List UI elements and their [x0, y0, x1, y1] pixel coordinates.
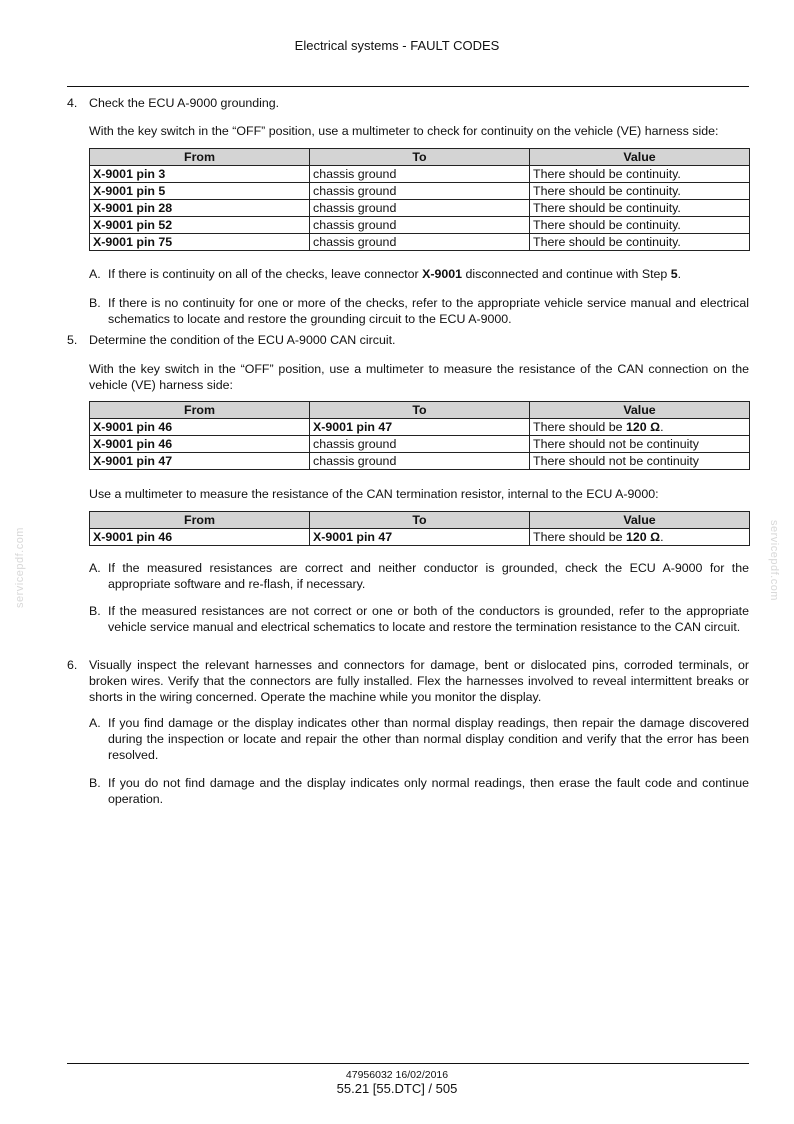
resistance-value: 120 Ω — [626, 530, 661, 544]
can-circuit-table — [89, 401, 750, 470]
cell-value: There should be continuity. — [530, 234, 750, 251]
table-header-row — [90, 149, 750, 166]
column-header: To — [310, 512, 530, 529]
step-5-mid-text: Use a multimeter to measure the resistance of the CAN termination resistor, internal to the ECU A-9000: — [89, 487, 659, 501]
value-text: There should be — [533, 530, 626, 544]
cell-from: X-9001 pin 46 — [90, 436, 310, 453]
option-label: B. — [89, 776, 101, 790]
table-row — [90, 419, 750, 436]
table-header-row — [90, 402, 750, 419]
step-4-intro: With the key switch in the “OFF” position, use a multimeter to check for continuity on the vehicle (VE) harness side: — [89, 124, 719, 138]
footer-rule — [67, 1063, 749, 1064]
step-text: Determine the condition of the ECU A-9000 CAN circuit. — [89, 333, 396, 347]
cell-to: chassis ground — [310, 183, 530, 200]
watermark-left: servicepdf.com — [14, 527, 26, 608]
column-header: Value — [530, 402, 750, 419]
footer-doc-id: 47956032 16/02/2016 — [345, 1069, 449, 1081]
column-header: To — [310, 149, 530, 166]
option-label: A. — [89, 561, 101, 575]
cell-from: X-9001 pin 75 — [90, 234, 310, 251]
footer-page-number: 55.21 [55.DTC] / 505 — [336, 1081, 458, 1096]
cell-to: chassis ground — [310, 453, 530, 470]
cell-value: There should not be continuity — [530, 453, 750, 470]
option-text: disconnected and continue with Step — [462, 267, 671, 281]
option-text: If the measured resistances are not correct or one or both of the conductors is grounded, refer to the appropriate vehicle service manual and electrical schematics to locate and restore the termination resistance to the CAN circuit. — [108, 604, 749, 634]
cell-to: chassis ground — [310, 217, 530, 234]
step-number: 6. — [67, 658, 78, 672]
page-header: Electrical systems - FAULT CODES — [294, 38, 500, 53]
watermark-right: servicepdf.com — [768, 520, 780, 601]
table-row — [90, 436, 750, 453]
cell-to: X-9001 pin 47 — [310, 529, 530, 546]
step-4-option-b — [89, 295, 749, 327]
column-header: To — [310, 402, 530, 419]
step-5 — [67, 332, 749, 348]
step-6 — [67, 657, 749, 705]
step-6-option-b — [89, 775, 749, 807]
column-header: Value — [530, 149, 750, 166]
option-label: A. — [89, 716, 101, 730]
cell-from: X-9001 pin 47 — [90, 453, 310, 470]
option-text: If you find damage or the display indicates other than normal display readings, then repair the damage discovered during the inspection or locate and repair the other than normal display condition and verify that the error has been resolved. — [108, 716, 749, 762]
step-5-option-a — [89, 560, 749, 592]
cell-from: X-9001 pin 28 — [90, 200, 310, 217]
cell-from: X-9001 pin 52 — [90, 217, 310, 234]
table-row — [90, 529, 750, 546]
cell-to: chassis ground — [310, 166, 530, 183]
step-text: Visually inspect the relevant harnesses and connectors for damage, bent or dislocated pins, corroded terminals, or broken wires. Verify that the connectors are fully installed. Flex the harnesses involved to reveal intermittent breaks or shorts in the wiring concerned. Operate the machine while you monitor the display. — [89, 658, 749, 704]
cell-value: There should be continuity. — [530, 200, 750, 217]
cell-value: There should be continuity. — [530, 217, 750, 234]
option-text: If there is no continuity for one or more of the checks, refer to the appropriate vehicle service manual and electrical schematics to locate and restore the grounding circuit to the ECU A-9000. — [108, 296, 749, 326]
column-header: From — [90, 512, 310, 529]
cell-to: chassis ground — [310, 200, 530, 217]
column-header: From — [90, 402, 310, 419]
step-number: 4. — [67, 96, 78, 110]
option-label: B. — [89, 604, 101, 618]
table-header-row — [90, 512, 750, 529]
step-5-intro: With the key switch in the “OFF” position, use a multimeter to measure the resistance of the CAN connection on the vehicle (VE) harness side: — [89, 362, 749, 392]
termination-resistor-table — [89, 511, 750, 546]
cell-from: X-9001 pin 5 — [90, 183, 310, 200]
step-ref: 5 — [670, 267, 678, 281]
cell-value: There should be continuity. — [530, 183, 750, 200]
cell-to: X-9001 pin 47 — [310, 419, 530, 436]
step-number: 5. — [67, 333, 78, 347]
value-text: . — [660, 420, 664, 434]
cell-value — [530, 529, 750, 546]
header-rule — [67, 86, 749, 87]
step-5-option-b — [89, 603, 749, 635]
option-label: A. — [89, 267, 101, 281]
step-4 — [67, 95, 749, 111]
cell-value: There should not be continuity — [530, 436, 750, 453]
cell-value — [530, 419, 750, 436]
table-row — [90, 234, 750, 251]
option-label: B. — [89, 296, 101, 310]
step-text: Check the ECU A-9000 grounding. — [89, 96, 280, 110]
cell-from: X-9001 pin 46 — [90, 529, 310, 546]
connector-ref: X-9001 — [422, 267, 463, 281]
option-text: . — [677, 267, 682, 281]
step-6-option-a — [89, 715, 749, 763]
grounding-table — [89, 148, 750, 251]
cell-to: chassis ground — [310, 436, 530, 453]
cell-from: X-9001 pin 3 — [90, 166, 310, 183]
option-text: If the measured resistances are correct and neither conductor is grounded, check the ECU A-9000 for the appropriate software and re-flash, if necessary. — [108, 561, 749, 591]
table-row — [90, 217, 750, 234]
column-header: From — [90, 149, 310, 166]
table-row — [90, 453, 750, 470]
table-row — [90, 166, 750, 183]
table-row — [90, 183, 750, 200]
value-text: There should be — [533, 420, 626, 434]
cell-from: X-9001 pin 46 — [90, 419, 310, 436]
option-text: If there is continuity on all of the checks, leave connector — [108, 267, 423, 281]
step-4-option-a — [89, 266, 749, 282]
cell-to: chassis ground — [310, 234, 530, 251]
option-text: If you do not find damage and the display indicates only normal readings, then erase the fault code and continue operation. — [108, 776, 749, 806]
table-row — [90, 200, 750, 217]
column-header: Value — [530, 512, 750, 529]
resistance-value: 120 Ω — [626, 420, 661, 434]
cell-value: There should be continuity. — [530, 166, 750, 183]
value-text: . — [660, 530, 664, 544]
